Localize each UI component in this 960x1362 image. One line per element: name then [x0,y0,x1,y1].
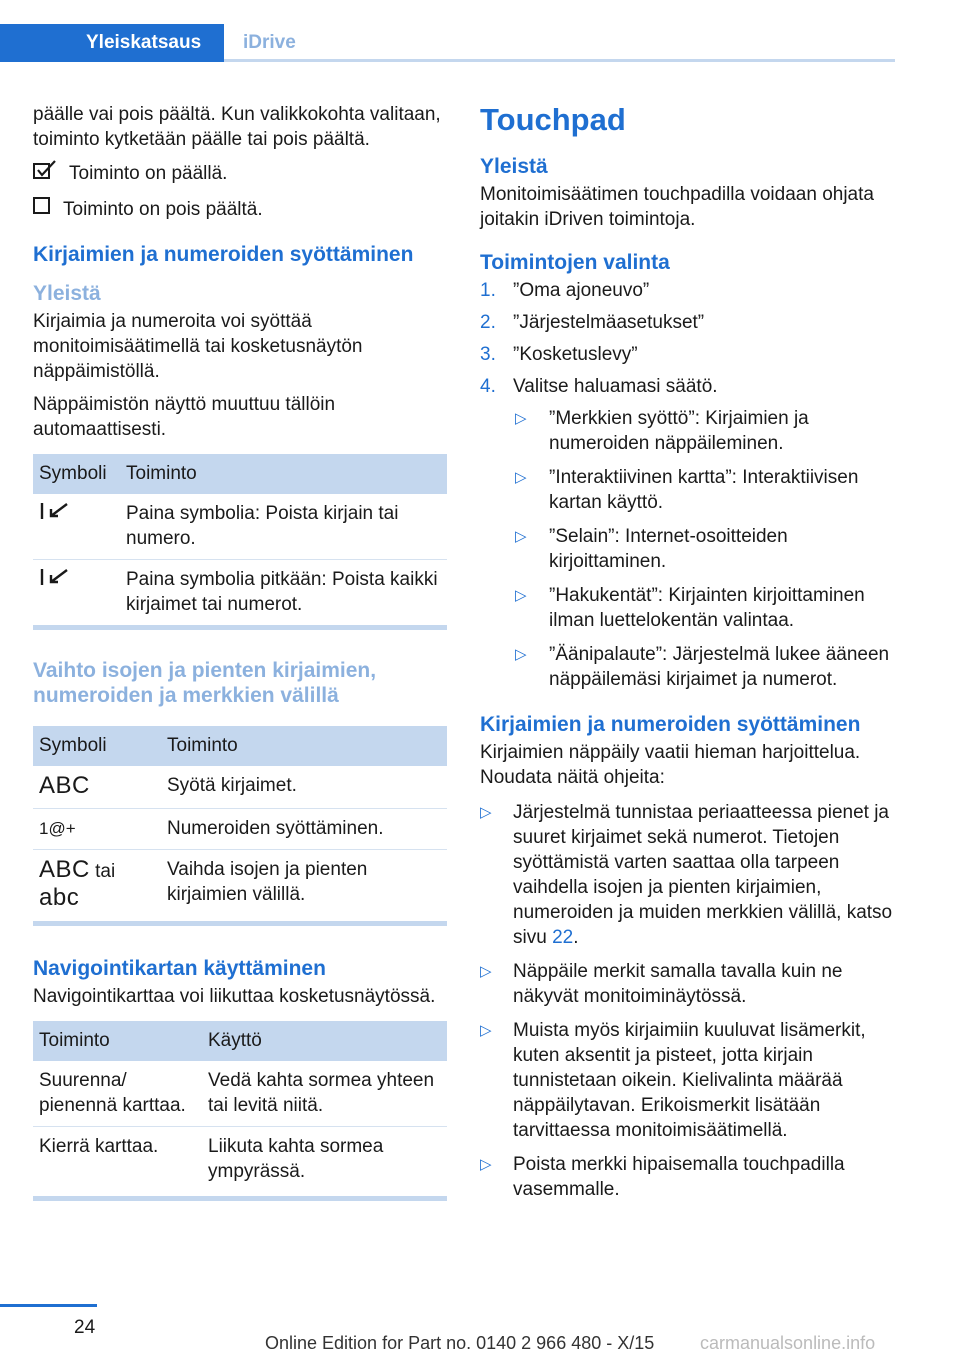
table-row [33,1127,447,1193]
triangle-bullet-icon: ▷ [515,528,527,545]
row-usage: Liikuta kahta sormea ympyrässä. [208,1136,384,1182]
row-text: Syötä kirjaimet. [161,766,447,809]
abc-lower-symbol: abc [39,884,80,911]
header-line [224,59,895,62]
intro-text: päälle vai pois päältä. Kun valikkokohta valitaan, toiminto kytketään päälle tai pois päältä. [33,104,441,150]
numbers-symbol: 1@+ [39,819,76,838]
row-text: Paina symbolia pitkään: Poista kaikki kirjaimet tai numerot. [126,569,438,615]
watermark: carmanualsonline.info [700,1333,876,1353]
th-kaytto: Käyttö [202,1021,447,1061]
tips-list [480,800,898,1202]
backspace-icon [39,571,73,592]
row-action: Kierrä karttaa. [39,1136,159,1157]
left-column [33,102,447,1225]
off-label: Toiminto on pois päältä. [63,199,263,220]
list-item: ▷ ”Interaktiivinen kartta”: Interaktiivisen kartan käyttö. [515,467,859,513]
section3-text: Navigointikarttaa voi liikuttaa kosketusnäytössä. [33,986,436,1007]
tab-yleiskatsaus[interactable]: Yleiskatsaus [0,24,224,62]
th-symboli: Symboli [33,726,161,766]
off-row [33,197,447,222]
input-intro: Kirjaimien näppäily vaatii hieman harjoittelua. Noudata näitä ohjeita: [480,742,861,788]
section3-title: Navigointikartan käyttäminen [33,957,326,980]
list-item: ▷ Poista merkki hipaisemalla touchpadilla vasemmalle. [480,1154,845,1200]
settings-list [515,406,898,692]
list-item: ▷ ”Hakukentät”: Kirjainten kirjoittaminen ilman luettelokentän valintaa. [515,585,865,631]
footer-bar [0,1304,97,1307]
edition-text: Online Edition for Part no. 0140 2 966 480 - X/15 [265,1333,655,1353]
section1-p2: Näppäimistön näyttö muuttuu tällöin automaattisesti. [33,394,336,440]
touchpad-title: Touchpad [480,102,626,137]
triangle-bullet-icon: ▷ [515,587,527,604]
list-item: ▷ ”Selain”: Internet-osoitteiden kirjoittaminen. [515,526,788,572]
table-map [33,1021,447,1192]
list-item: 2. ”Järjestelmäasetukset” [480,312,705,333]
table-row [33,850,447,922]
triangle-bullet-icon: ▷ [480,1022,492,1039]
list-item: ▷ ”Merkkien syöttö”: Kirjaimien ja numeroiden näppäileminen. [515,408,809,454]
row-text: Numeroiden syöttäminen. [161,809,447,850]
row-action: Suurenna/ pienennä karttaa. [33,1061,202,1127]
table-end-bar [33,625,447,630]
list-item: ▷ ”Äänipalaute”: Järjestelmä lukee ääneen näppäilemäsi kirjaimet ja numerot. [515,644,890,690]
table-row [33,766,447,809]
backspace-icon [39,505,73,526]
section1-subtitle: Yleistä [33,282,101,305]
table-case [33,726,447,921]
tab-idrive[interactable]: iDrive [243,32,296,53]
triangle-bullet-icon: ▷ [480,1156,492,1173]
th-toiminto: Toiminto [120,454,447,494]
list-item: 3. ”Kosketuslevy” [480,344,638,365]
row-usage: Vedä kahta sormea yhteen tai levitä niitä. [202,1061,447,1127]
abc-upper-symbol: ABC [39,856,90,883]
touchpad-intro: Monitoimisäätimen touchpadilla voidaan ohjata joitakin iDriven toimintoja. [480,184,874,230]
on-row [33,160,447,187]
right-column [480,102,898,1211]
table-end-bar [33,1196,447,1201]
abc-symbol: ABC [39,772,90,799]
triangle-bullet-icon: ▷ [480,963,492,980]
row-text: Paina symbolia: Poista kirjain tai numero. [120,494,447,560]
triangle-bullet-icon: ▷ [480,804,492,821]
on-label: Toiminto on päällä. [69,163,228,184]
page-number: 24 [74,1317,96,1338]
section2-title: Vaihto isojen ja pienten kirjaimien, numeroiden ja merkkien välillä [33,659,377,707]
table-delete [33,454,447,625]
list-item: ▷ Muista myös kirjaimiin kuuluvat lisämerkit, kuten aksentit ja pisteet, jotta kirjain tunnistetaan oikein. Kielivalinta määrää näppäilytavan. Erikoismerkit lisätään tarvittaessa monitoimisäätimellä. [480,1020,866,1141]
row-text: Vaihda isojen ja pienten kirjaimien välillä. [167,859,368,905]
checkbox-checked-icon [33,160,57,187]
input-title: Kirjaimien ja numeroiden syöttäminen [480,713,861,736]
th-symboli: Symboli [33,454,120,494]
table-row [33,560,447,626]
checkbox-empty-icon [33,197,51,222]
tai-label: tai [95,861,116,882]
table-row [33,494,447,560]
header [0,24,895,62]
triangle-bullet-icon: ▷ [515,469,527,486]
table-end-bar [33,921,447,926]
table-row [33,809,447,850]
triangle-bullet-icon: ▷ [515,410,527,427]
page-link[interactable]: 22 [552,927,574,948]
table-row [33,1061,447,1127]
selection-title: Toimintojen valinta [480,251,670,274]
list-item: 4. Valitse haluamasi säätö. [480,376,718,397]
th-toiminto: Toiminto [33,1021,202,1061]
list-item: ▷ Näppäile merkit samalla tavalla kuin ne näkyvät monitoiminäytössä. [480,961,843,1007]
th-toiminto: Toiminto [161,726,447,766]
touchpad-subtitle: Yleistä [480,155,548,178]
list-item: ▷ Järjestelmä tunnistaa periaatteessa pienet ja suuret kirjaimet sekä numerot. Tietojen syöttämistä varten saattaa olla tarpeen vaihdella isojen ja pienten kirjaimien, numeroiden ja muiden merkkien välillä, katso sivu 22. [480,802,893,948]
triangle-bullet-icon: ▷ [515,646,527,663]
steps-list [480,278,898,399]
section1-title: Kirjaimien ja numeroiden syöttäminen [33,243,414,266]
list-item: 1. ”Oma ajoneuvo” [480,280,650,301]
section1-p1: Kirjaimia ja numeroita voi syöttää monitoimisäätimellä tai kosketusnäytön näppäimistöllä. [33,311,363,382]
